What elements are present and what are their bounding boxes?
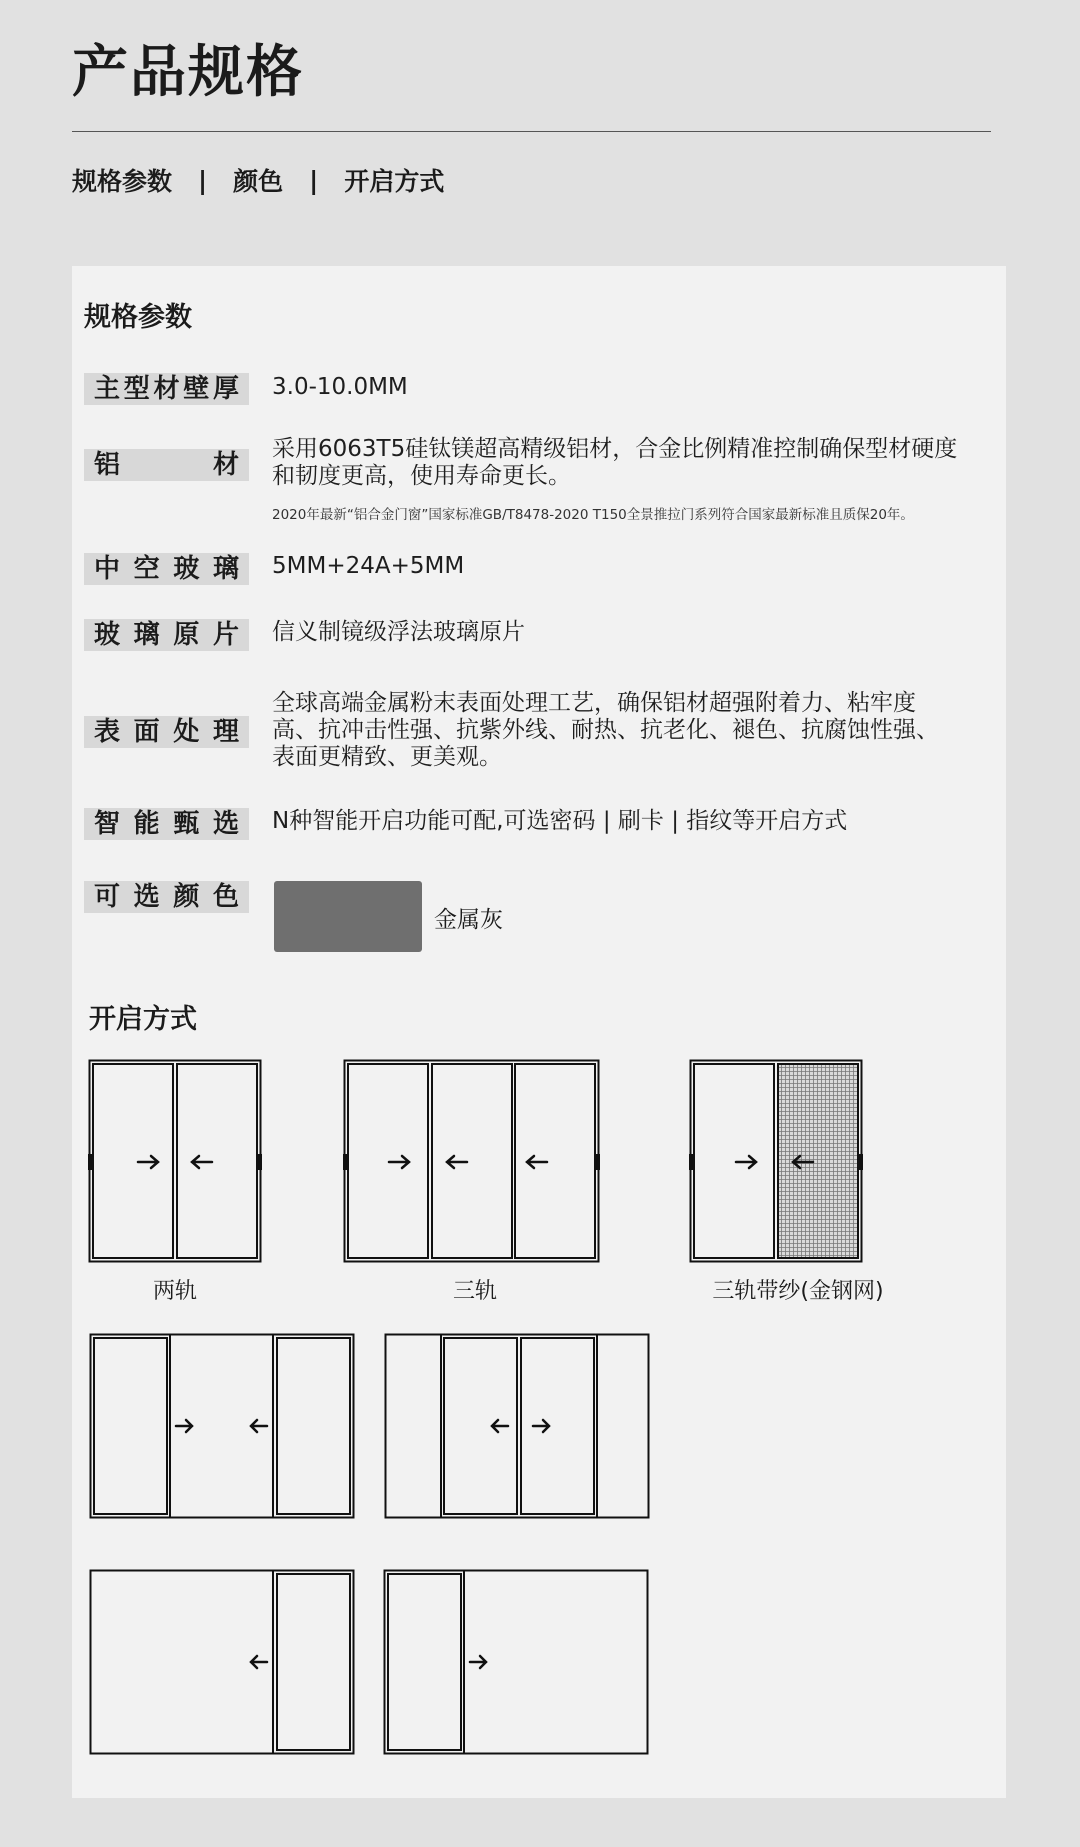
spec-label-char: 表 xyxy=(94,717,121,747)
spec-label-char: 厚 xyxy=(212,374,239,404)
nav-separator: | xyxy=(309,165,319,195)
diagram-label-two-track: 两轨 xyxy=(152,1279,198,1304)
spec-value-glass-sheet: 信义制镜级浮法玻璃原片 xyxy=(272,619,525,645)
nav-link-specs[interactable]: 规格参数 xyxy=(72,167,173,196)
spec-label-hollow-glass xyxy=(84,553,249,585)
center-open-four-panel-diagram xyxy=(89,1333,355,1519)
spec-value-aluminum: 采用6063T5硅钛镁超高精级铝材，合金比例精准控制确保型材硬度和韧度更高，使用寿命更长。 xyxy=(272,436,958,489)
top-nav xyxy=(72,162,444,198)
nav-link-opening[interactable]: 开启方式 xyxy=(344,167,445,196)
spec-value-wall-thickness: 3.0-10.0MM xyxy=(272,374,408,400)
nav-link-colors[interactable]: 颜色 xyxy=(233,167,284,196)
spec-label-char: 智 xyxy=(94,809,121,839)
spec-value-hollow-glass: 5MM+24A+5MM xyxy=(272,553,465,579)
spec-panel xyxy=(72,266,1006,1798)
spec-value-surface: 全球高端金属粉末表面处理工艺，确保铝材超强附着力、粘牢度高、抗冲击性强、抗紫外线、耐热、抗老化、褪色、抗腐蚀性强、表面更精致、更美观。 xyxy=(272,690,939,770)
spec-label-char: 原 xyxy=(173,620,200,650)
spec-label-char: 材 xyxy=(212,450,239,480)
spec-label-char: 材 xyxy=(153,374,180,404)
right-fixed-slide-right-diagram xyxy=(383,1569,649,1755)
spec-label-char: 璃 xyxy=(212,554,239,584)
spec-label-char: 甄 xyxy=(173,809,200,839)
three-track-screen-door-diagram xyxy=(689,1059,863,1263)
spec-value-smart: N种智能开启功能可配,可选密码 | 刷卡 | 指纹等开启方式 xyxy=(272,808,848,834)
spec-label-char: 能 xyxy=(133,809,160,839)
left-fixed-slide-left-diagram xyxy=(89,1569,355,1755)
color-swatch[interactable] xyxy=(274,881,422,952)
spec-label-char: 玻 xyxy=(173,554,200,584)
spec-label-char: 选 xyxy=(212,809,239,839)
title-divider xyxy=(72,131,991,132)
spec-label-wall-thickness xyxy=(84,373,249,405)
spec-label-glass-sheet xyxy=(84,619,249,651)
spec-label-char: 铝 xyxy=(94,450,121,480)
diagram-label-three-track-screen: 三轨带纱(金钢网) xyxy=(712,1279,884,1304)
spec-label-color xyxy=(84,881,249,913)
two-track-door-diagram xyxy=(88,1059,262,1263)
spec-label-char: 可 xyxy=(94,882,121,912)
diagram-label-three-track: 三轨 xyxy=(452,1279,498,1304)
color-swatch-label: 金属灰 xyxy=(434,907,503,933)
spec-label-char: 中 xyxy=(94,554,121,584)
spec-label-char: 选 xyxy=(133,882,160,912)
spec-label-char: 面 xyxy=(133,717,160,747)
three-track-door-diagram xyxy=(343,1059,600,1263)
page-title: 产品规格 xyxy=(72,40,304,105)
spec-label-char: 空 xyxy=(133,554,160,584)
spec-label-char: 型 xyxy=(123,374,150,404)
nav-separator: | xyxy=(198,165,208,195)
spec-label-char: 玻 xyxy=(94,620,121,650)
spec-label-char: 处 xyxy=(173,717,200,747)
spec-note-standard: 2020年最新“铝合金门窗”国家标准GB/T8478-2020 T150全景推拉门系列符合国家最新标准且质保20年。 xyxy=(272,507,914,523)
spec-label-char: 壁 xyxy=(183,374,210,404)
spec-label-char: 理 xyxy=(212,717,239,747)
opening-section-title: 开启方式 xyxy=(89,1004,197,1035)
spec-label-char: 片 xyxy=(212,620,239,650)
spec-label-surface xyxy=(84,716,249,748)
spec-label-char: 主 xyxy=(94,374,121,404)
spec-label-char: 璃 xyxy=(133,620,160,650)
center-out-four-panel-diagram xyxy=(384,1333,650,1519)
specs-section-title: 规格参数 xyxy=(84,302,192,333)
spec-label-smart xyxy=(84,808,249,840)
spec-label-aluminum xyxy=(84,449,249,481)
spec-label-char: 颜 xyxy=(173,882,200,912)
spec-label-char: 色 xyxy=(212,882,239,912)
